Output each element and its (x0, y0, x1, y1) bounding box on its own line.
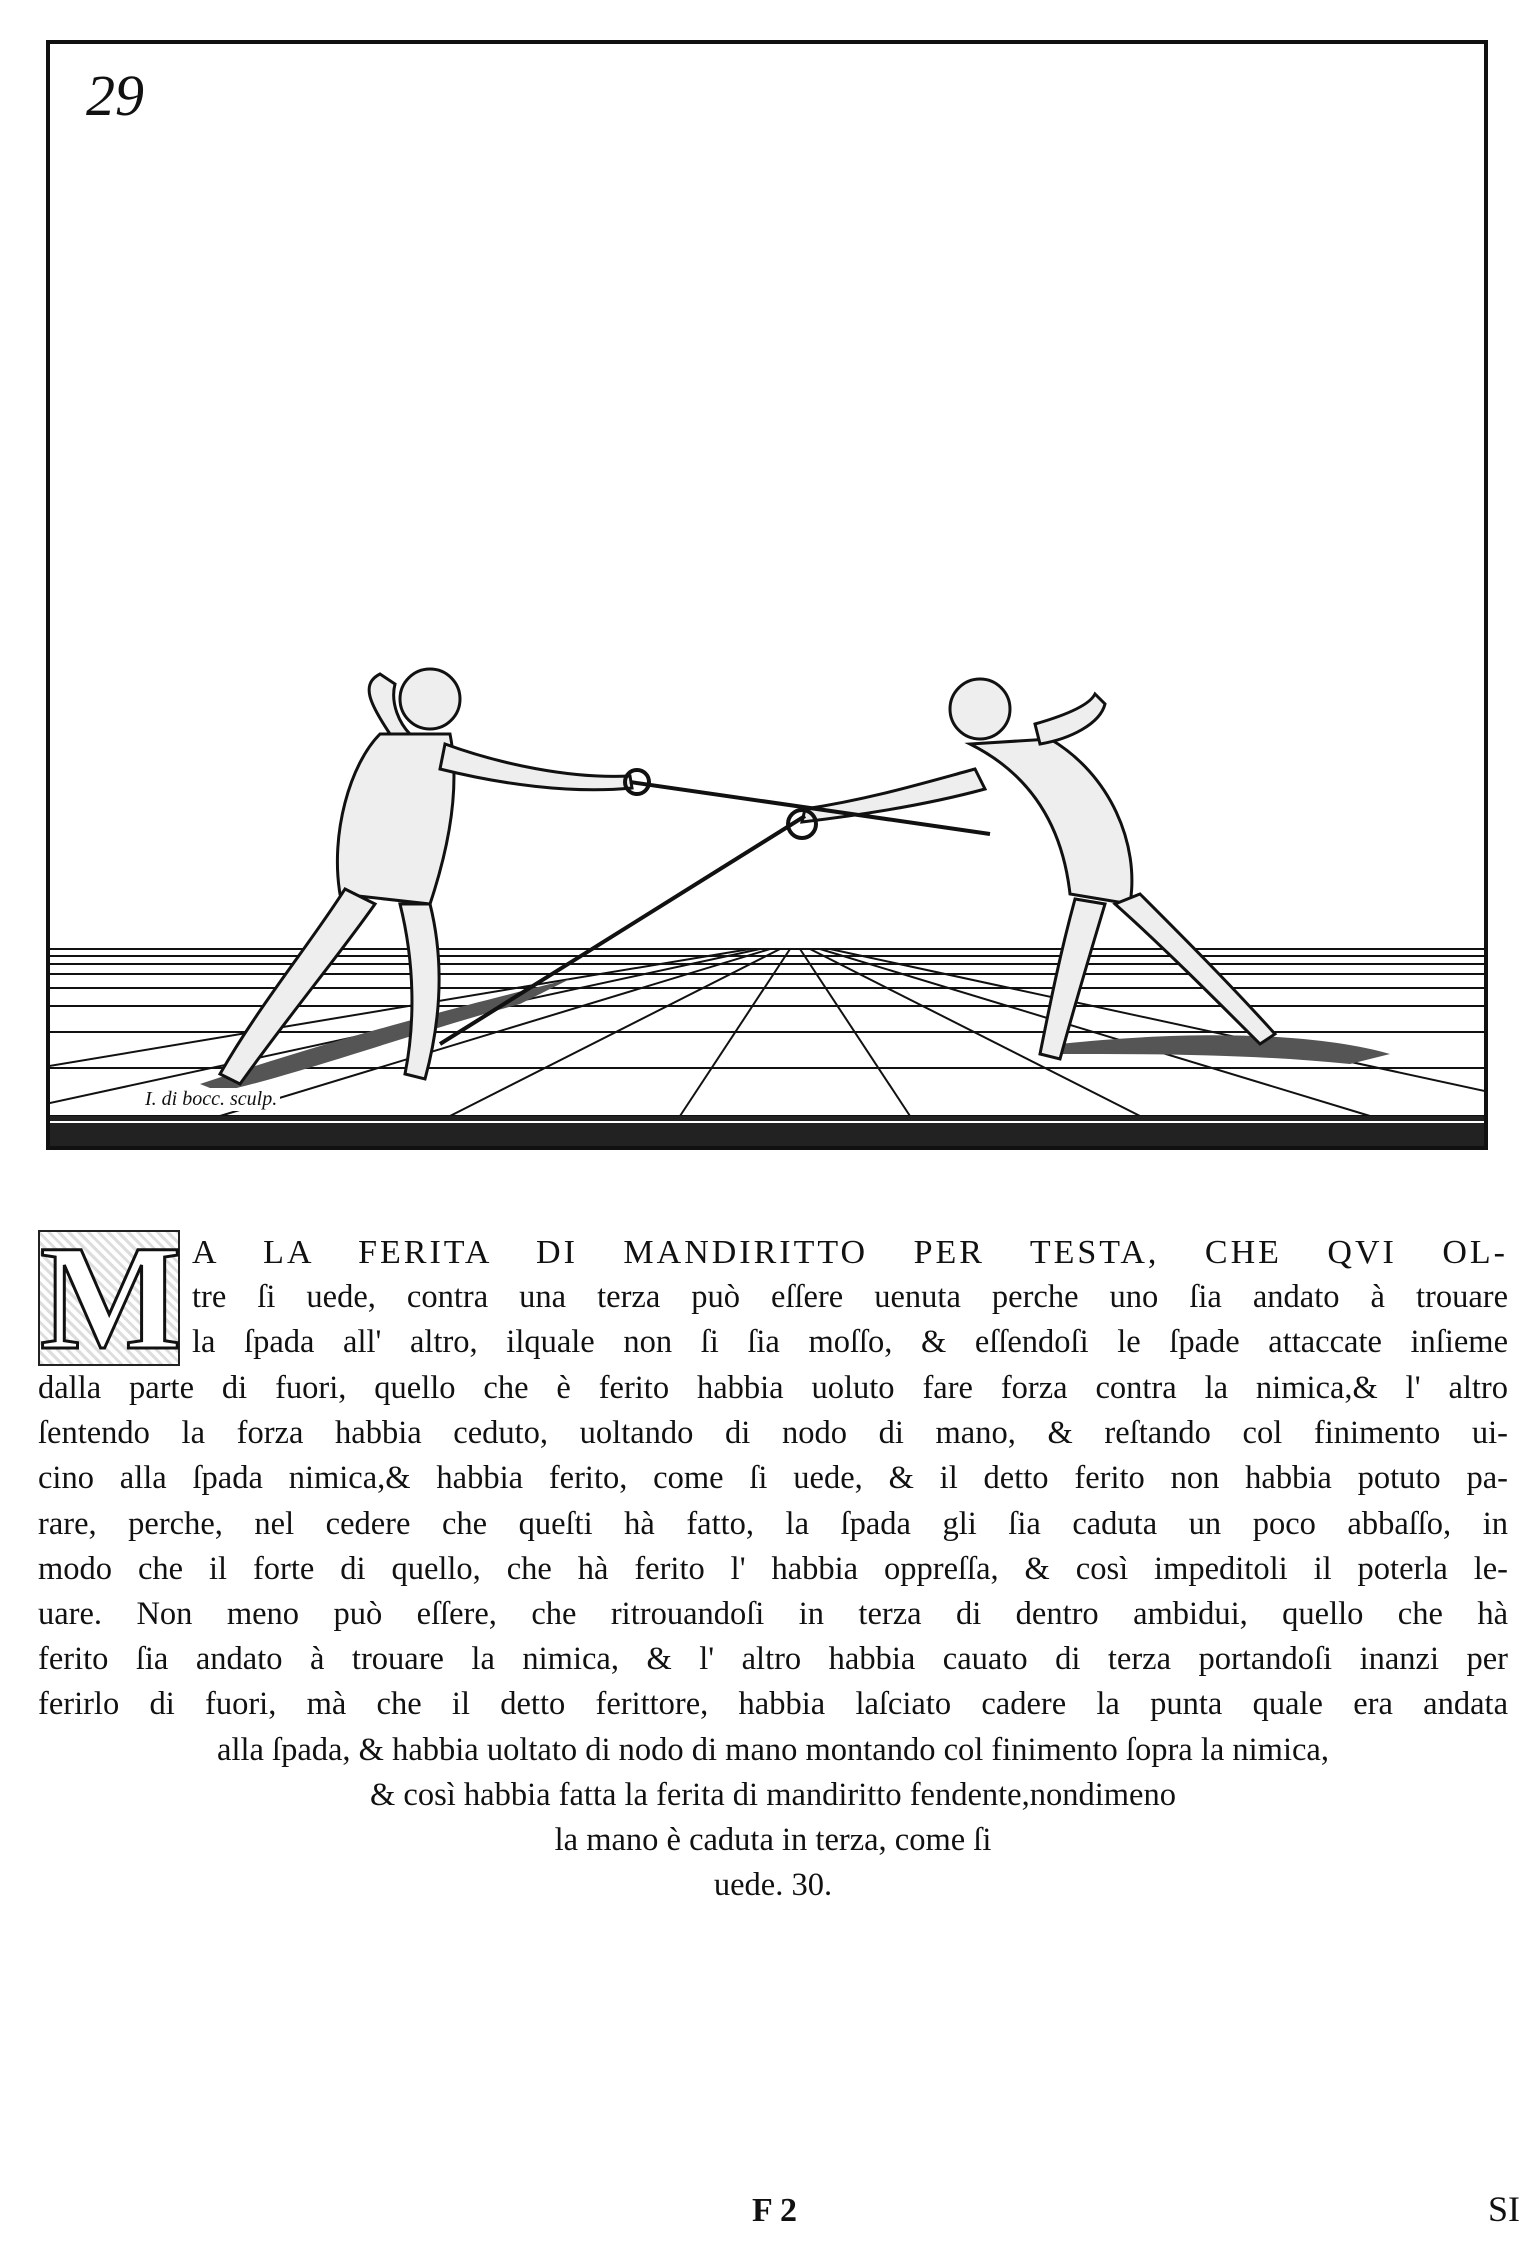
plate-number: 29 (86, 63, 144, 128)
text-line: la ſpada all' altro, ilquale non ſi ſia moſſo, & eſſendoſi le ſpade attaccate inſieme (192, 1324, 1508, 1361)
text-line: uede. 30. (713, 1867, 833, 1904)
text-line: A LA FERITA DI MANDIRITTO PER TESTA, CHE QVI OL- (192, 1234, 1508, 1271)
text-line: & così habbia fatta la ferita di mandiritto fendente,nondimeno (370, 1776, 1176, 1813)
signature-mark: F 2 (752, 2192, 798, 2229)
text-line: cino alla ſpada nimica,& habbia ferito, come ſi uede, & il detto ferito non habbia potuto pa- (38, 1460, 1508, 1497)
text-line: dalla parte di fuori, quello che è ferito habbia uoluto fare forza contra la nimica,& l' altro (38, 1370, 1508, 1406)
engraving-plate (46, 40, 1488, 1150)
body-text (38, 1215, 1508, 1908)
drop-cap (38, 1215, 182, 1381)
text-line: alla ſpada, & habbia uoltato di nodo di mano montando col finimento ſopra la nimica, (217, 1731, 1329, 1768)
catchword: SI (1488, 2189, 1521, 2229)
text-line: rare, perche, nel cedere che queſti hà fatto, la ſpada gli ſia caduta un poco abbaſſo, in (38, 1505, 1508, 1542)
text-line: la mano è caduta in terza, come ſi (554, 1822, 992, 1859)
engraver-signature: I. di bocc. sculp. (142, 1088, 280, 1111)
drop-cap-letter: M (40, 1215, 182, 1381)
text-line: ferirlo di fuori, mà che il detto ferittore, habbia laſciato cadere la punta quale era andata (38, 1686, 1508, 1723)
text-line: ferito ſia andato à trouare la nimica, & l' altro habbia cauato di terza portandoſi inanzi per (38, 1641, 1508, 1678)
fencing-engraving (50, 44, 1484, 1146)
text-line: uare. Non meno può eſſere, che ritrouandoſi in terza di dentro ambidui, quello che hà (38, 1596, 1508, 1633)
text-line: tre ſi uede, contra una terza può eſſere uenuta perche uno ſia andato à trouare (192, 1279, 1508, 1316)
text-line: ſentendo la forza habbia ceduto, uoltando di nodo di mano, & reſtando col finimento ui- (38, 1415, 1508, 1452)
text-line: modo che il forte di quello, che hà ferito l' habbia oppreſſa, & così impeditoli il poterla le- (38, 1550, 1508, 1587)
